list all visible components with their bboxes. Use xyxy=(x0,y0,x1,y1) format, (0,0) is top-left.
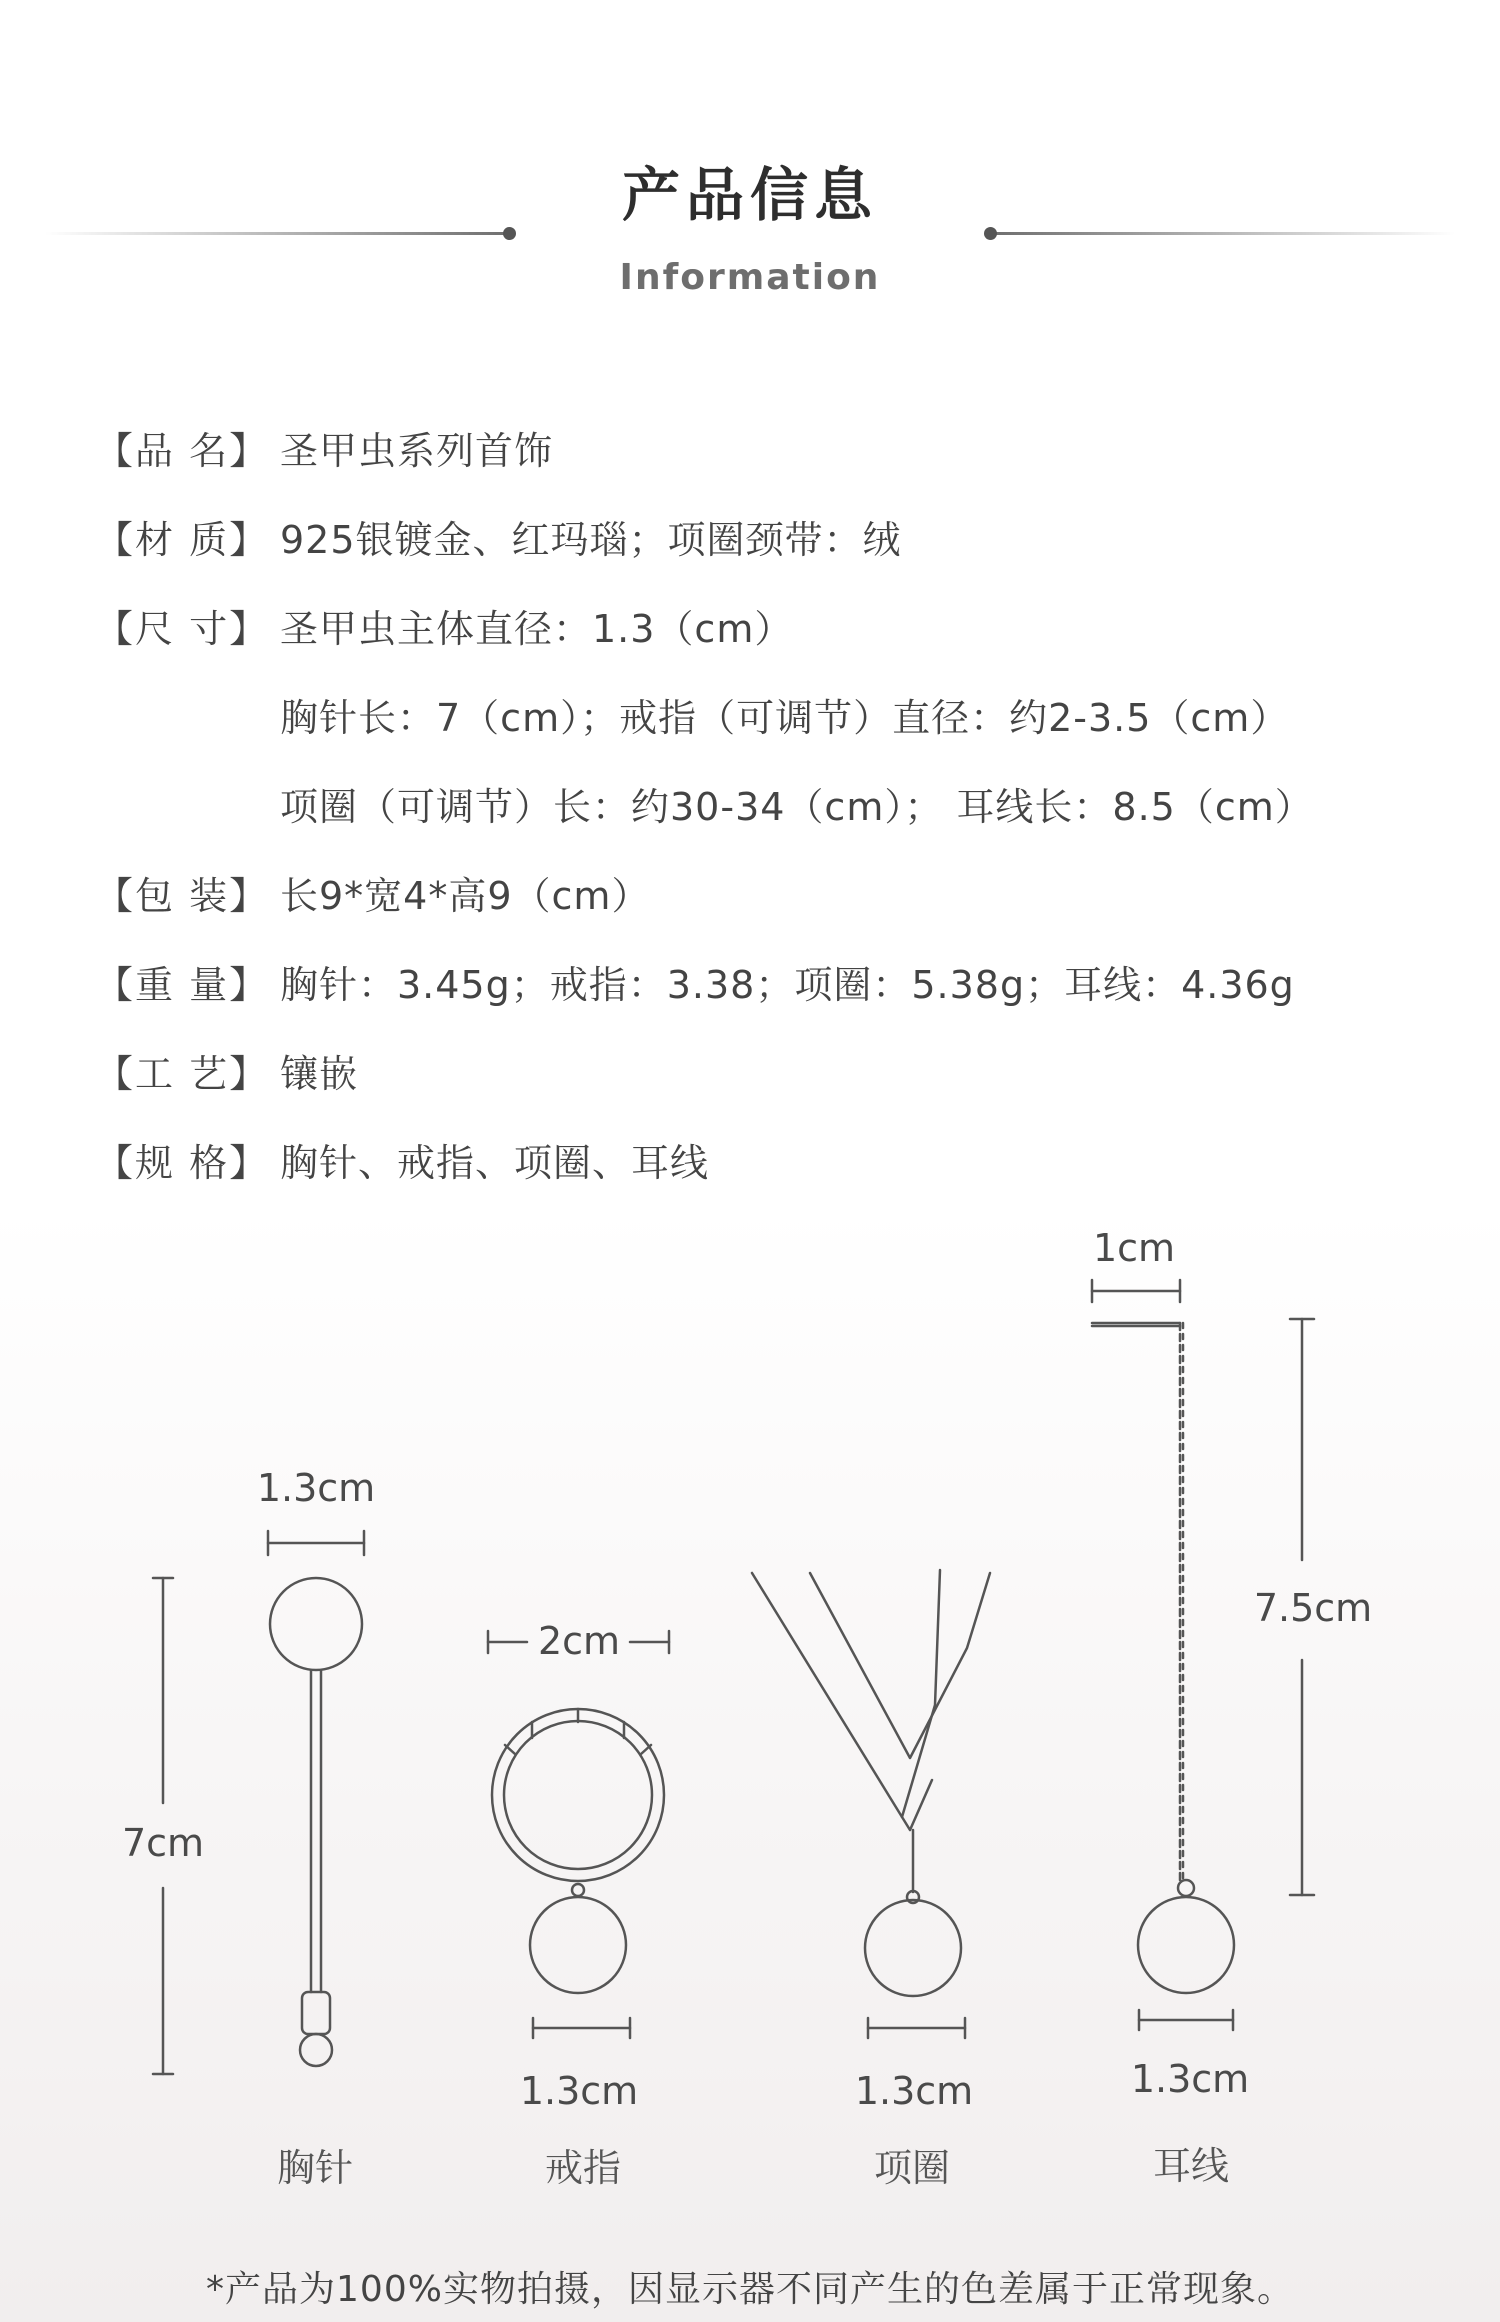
spec-size-detail: 项圈（可调节）长：约30-34（cm）； 耳线长：8.5（cm） xyxy=(280,784,1314,829)
page-subtitle: Information xyxy=(619,257,881,298)
necklace-name: 项圈 xyxy=(873,2146,950,2190)
ring-top-label: 2cm xyxy=(537,1619,621,1663)
earring-top-label: 1cm xyxy=(1092,1226,1176,1270)
spec-value: 圣甲虫主体直径：1.3（cm） xyxy=(280,606,794,651)
necklace-bottom-label: 1.3cm xyxy=(854,2069,974,2113)
spec-label: 【重 量】 xyxy=(95,962,270,1007)
spec-value: 925银镀金、红玛瑙；项圈颈带：绒 xyxy=(280,517,902,562)
page-title: 产品信息 xyxy=(621,161,878,229)
spec-value: 胸针、戒指、项圈、耳线 xyxy=(280,1140,710,1185)
spec-label: 【尺 寸】 xyxy=(95,606,270,651)
ring-name: 戒指 xyxy=(544,2146,621,2190)
spec-size-detail: 胸针长：7（cm）；戒指（可调节）直径：约2-3.5（cm） xyxy=(280,695,1290,740)
spec-label: 【包 装】 xyxy=(95,873,270,918)
brooch-length-label: 7cm xyxy=(121,1821,205,1865)
brooch-name: 胸针 xyxy=(276,2146,353,2190)
footnote: *产品为100%实物拍摄，因显示器不同产生的色差属于正常现象。 xyxy=(206,2269,1294,2310)
brooch-drawing xyxy=(153,1531,364,2074)
earring-bottom-label: 1.3cm xyxy=(1130,2057,1250,2101)
spec-label: 【材 质】 xyxy=(95,517,270,562)
spec-label: 【工 艺】 xyxy=(95,1051,270,1096)
spec-label: 【品 名】 xyxy=(95,428,270,473)
ring-bottom-label: 1.3cm xyxy=(519,2069,639,2113)
necklace-drawing xyxy=(752,1570,990,2038)
earring-name: 耳线 xyxy=(1152,2144,1229,2188)
ring-drawing xyxy=(488,1631,669,2038)
brooch-width-label: 1.3cm xyxy=(256,1466,376,1510)
earring-drawing xyxy=(1092,1280,1314,2030)
spec-label: 【规 格】 xyxy=(95,1140,270,1185)
spec-value: 镶嵌 xyxy=(280,1051,359,1096)
spec-value: 圣甲虫系列首饰 xyxy=(280,428,554,473)
earring-length-label: 7.5cm xyxy=(1253,1586,1373,1630)
spec-value: 胸针：3.45g；戒指：3.38；项圈：5.38g；耳线：4.36g xyxy=(280,962,1295,1007)
spec-value: 长9*宽4*高9（cm） xyxy=(280,873,651,918)
